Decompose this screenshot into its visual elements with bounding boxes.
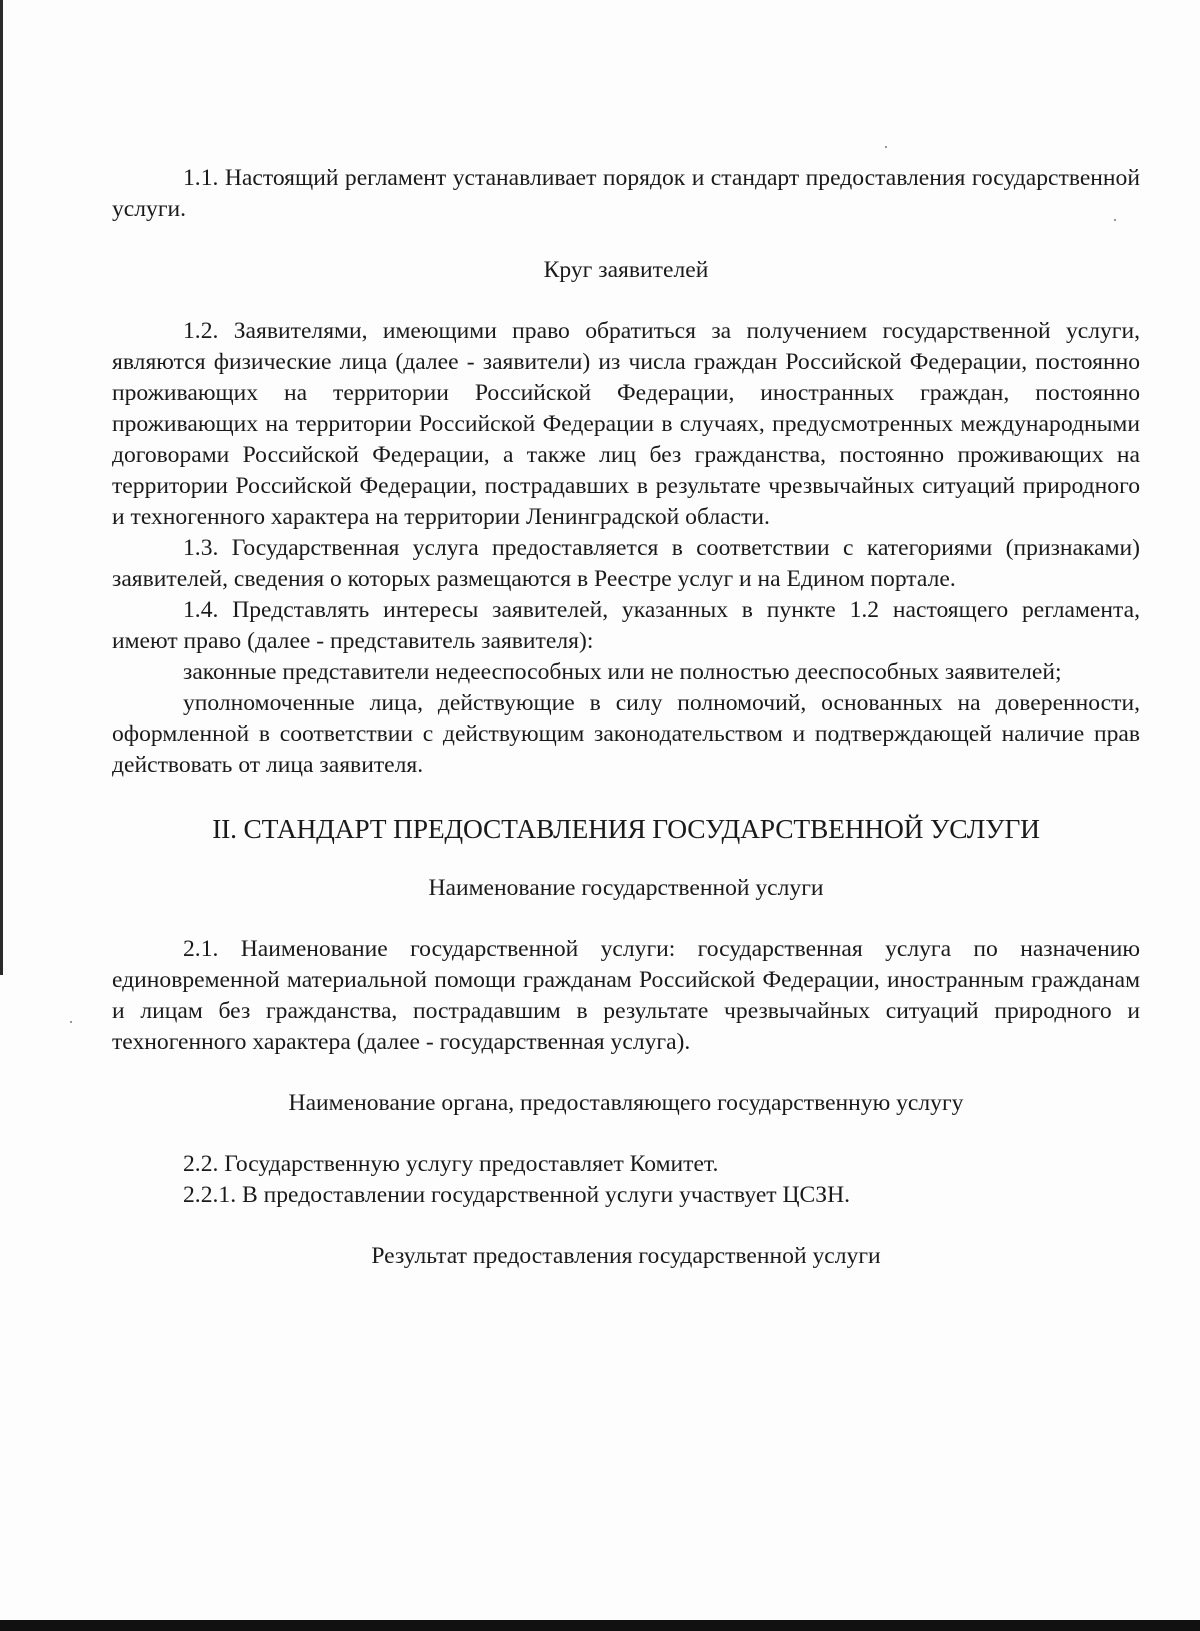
paragraph-1-1: 1.1. Настоящий регламент устанавливает порядок и стандарт предоставления государственной услуги. [112, 165, 1140, 222]
heading-applicants: Круг заявителей [543, 257, 709, 283]
paragraph-1-4-legal-representatives: законные представители недееспособных или не полностью дееспособных заявителей; [183, 659, 1062, 685]
scan-bottom-edge [0, 1620, 1200, 1631]
heading-result: Результат предоставления государственной услуги [371, 1243, 881, 1269]
paragraph-1-3: 1.3. Государственная услуга предоставляется в соответствии с категориями (признаками) заявителей, сведения о которых размещаются в Реестре услуг и на Едином портале. [112, 535, 1140, 592]
paragraph-1-4: 1.4. Представлять интересы заявителей, указанных в пункте 1.2 настоящего регламента, имеют право (далее - представитель заявителя): [112, 597, 1140, 654]
document-body [112, 163, 1140, 1272]
heading-service-name: Наименование государственной услуги [428, 875, 824, 901]
heading-authority: Наименование органа, предоставляющего государственную услугу [288, 1090, 964, 1116]
paragraph-2-2: 2.2. Государственную услугу предоставляет Комитет. [183, 1151, 719, 1177]
paragraph-1-4-authorized-persons: уполномоченные лица, действующие в силу полномочий, основанных на доверенности, оформленной в соответствии с действующим законодательством и подтверждающей наличие прав действовать от лица заявителя. [112, 690, 1140, 778]
paragraph-2-2-1: 2.2.1. В предоставлении государственной услуги участвует ЦСЗН. [183, 1182, 851, 1208]
scan-left-edge [0, 0, 3, 975]
paragraph-1-2: 1.2. Заявителями, имеющими право обратиться за получением государственной услуги, являются физические лица (далее - заявители) из числа граждан Российской Федерации, постоянно проживающих на территории Российской Федерации, иностранных граждан, постоянно проживающих на территории Российской Федерации в случаях, предусмотренных международными договорами Российской Федерации, а также лиц без гражданства, постоянно проживающих на территории Российской Федерации, пострадавших в результате чрезвычайных ситуаций природного и техногенного характера на территории Ленинградской области. [112, 318, 1140, 530]
section-2-title: II. СТАНДАРТ ПРЕДОСТАВЛЕНИЯ ГОСУДАРСТВЕННОЙ УСЛУГИ [212, 813, 1040, 844]
scan-speck [885, 146, 887, 148]
paragraph-2-1: 2.1. Наименование государственной услуги: государственная услуга по назначению единовременной материальной помощи гражданам Российской Федерации, иностранным гражданам и лицам без гражданства, пострадавшим в результате чрезвычайных ситуаций природного и техногенного характера (далее - государственная услуга). [112, 936, 1140, 1055]
scan-speck [70, 1021, 72, 1023]
